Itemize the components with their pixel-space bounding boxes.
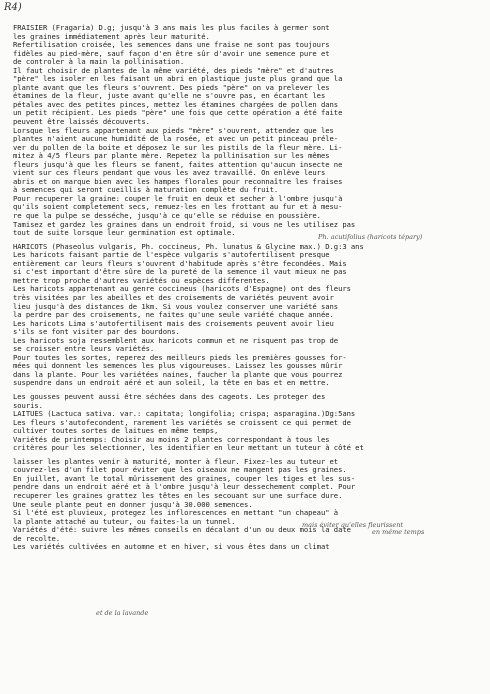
text-line: de controler à la main la pollinisation. — [13, 57, 185, 67]
text-line: Si l'été est pluvieux, protegez les inflorescences en mettant "un chapeau" à — [13, 508, 339, 518]
handwritten-note: mais éviter qu'elles fleurissent — [302, 521, 404, 529]
text-line: très visitées par les abeilles et des croisements de variétés peuvent avoir — [13, 292, 334, 302]
text-line: Les gousses peuvent aussi être séchées dans des cageots. Les proteger des — [13, 391, 326, 401]
text-line: plantes n'aient aucune humidité de la rosée, et avec un petit pinceau préle- — [13, 134, 339, 144]
text-line: abris et on marque bien avec les hampes florales pour reconnaître les fraises — [13, 176, 343, 186]
text-line: suspendre dans un endroit aéré et aun soleil, la tête en bas et en mettre. — [13, 378, 330, 388]
text-line: Les fleurs s'autofecondent, rarement les variétés se croissent ce qui permet de — [13, 417, 351, 427]
text-line: les graines immédiatement après leur maturité. — [13, 31, 210, 41]
text-line: Les haricots faisant partie de l'espèce vulgaris s'autofertilisent presque — [13, 250, 330, 260]
text-line: laisser les plantes venir à maturité, monter à fleur. Fixez-les au tuteur et — [13, 456, 339, 466]
text-line: Pour toutes les sortes, reperez des meilleurs pieds les premières gousses for- — [13, 352, 347, 362]
text-line: à semences qui seront cueillis à maturation complète du fruit. — [13, 185, 279, 195]
text-line — [13, 629, 485, 638]
text-line: Il faut choisir de plantes de la même variété, des pieds "mère" et d'autres — [13, 65, 334, 75]
handwritten-note: Ph. acutifolius (haricots tépary) — [318, 233, 423, 241]
text-line: re que la pulpe se desséche, jusqu'à ce qu'elle se réduise en poussière. — [13, 211, 321, 221]
text-line: la plante attaché au tuteur, ou faites-la un tunnel. — [13, 516, 236, 526]
text-line: mées qui donnent les semences les plus vigoureuses. Laissez les gousses mûrir — [13, 361, 343, 371]
text-line: souris. — [13, 400, 43, 410]
text-line — [13, 586, 485, 595]
text-line: un petit récipient. Les pieds "père" une fois que cette opération a été faite — [13, 108, 343, 118]
text-line: cultiver toutes sortes de laitues en même temps, — [13, 426, 219, 436]
text-line: si c'est important d'être sûre de la pureté de la semence il vaut mieux ne pas — [13, 267, 347, 277]
text-line: s'ils se font visiter par des bourdons. — [13, 327, 180, 337]
text-line: qu'ils soient completement secs, remuez-les en les frottant au fur et à mesu- — [13, 202, 343, 212]
text-line: "père" les isoler en les faisant un abri en plastique juste plus grand que la — [13, 74, 343, 84]
text-line — [13, 577, 485, 586]
text-line: peuvent être laissés découverts. — [13, 117, 150, 127]
text-line: entièrement car leurs fleurs s'ouvrent d'habitude après s'être fecondées. Mais — [13, 258, 347, 268]
text-line: Les variétés cultivées en automne et en hiver, si vous êtes dans un climat — [13, 542, 330, 552]
text-line — [13, 637, 485, 646]
text-line: Pour recuperer la graine: couper le fruit en deux et secher à l'ombre jusqu'à — [13, 193, 343, 203]
handwritten-note: en même temps — [372, 528, 425, 536]
text-line — [13, 569, 485, 578]
text-line: Variétés d'été: suivre les mêmes conseils en décalant d'un ou deux mois la date — [13, 525, 351, 535]
typed-text-body — [13, 24, 485, 646]
text-line: HARICOTS (Phaseolus vulgaris, Ph. coccineus, Ph. lunatus & Glycine max.) D.g:3 ans — [13, 241, 364, 251]
text-line: Les haricots Lima s'autofertilisent mais des croisements peuvent avoir lieu — [13, 318, 334, 328]
text-line — [13, 552, 485, 561]
text-line: mitez à 4/5 fleurs par plante mère. Repetez la pollinisation sur les mêmes — [13, 151, 330, 161]
text-line: lieu jusqu'à des distances de 1km. Si vous voulez conserver une variété sans — [13, 301, 339, 311]
text-line: En juillet, avant le total mûrissement des graines, couper les tiges et les sus- — [13, 473, 356, 483]
text-line — [13, 560, 485, 569]
text-line — [13, 595, 485, 604]
text-line: Tamisez et gardez les graines dans un endroit froid, si vous ne les utilisez pas — [13, 219, 356, 229]
text-line: fleurs jusqu'à que les fleurs se fanent, faites attention qu'aucun insecte ne — [13, 159, 343, 169]
text-line: mettre trop proche d'autres variétés ou espèces differentes. — [13, 275, 270, 285]
text-line: étamines de la fleur, juste avant qu'elle ne s'ouvre pas, en écartant les — [13, 91, 326, 101]
text-line — [13, 612, 485, 621]
page-number-annotation: R4) — [4, 2, 22, 13]
text-line: pétales avec des petites pinces, mettez les étamines chargées de pollen dans — [13, 99, 339, 109]
text-line: Variétés de printemps: Choisir au moins 2 plantes correspondant à tous les — [13, 434, 330, 444]
text-line: Lorsque les fleurs appartenant aux pieds "mère" s'ouvrent, attendez que les — [13, 125, 334, 135]
text-line: Une seule plante peut en donner jusqu'à 30.000 semences. — [13, 499, 253, 509]
text-line: critères pour les selectionner, les identifier en leur mettant un tuteur à côté et — [13, 443, 364, 453]
text-line: Les haricots soja ressemblent aux haricots commun et ne risquent pas trop de — [13, 335, 339, 345]
text-line: fidèles au pied-mère, sauf façon d'en être sûr d'avoir une semence pure et — [13, 48, 330, 58]
handwritten-note: et de la lavande — [96, 609, 149, 617]
text-line: LAITUES (Lactuca sativa. var.: capitata; longifolia; crispa; asparagina.)Dg:5ans — [13, 409, 356, 419]
text-line: Les haricots appartenant au genre coccineus (haricots d'Espagne) ont des fleurs — [13, 284, 351, 294]
text-line: pendre dans un endroit aéré et à l'ombre jusqu'à leur dessechement complet. Pour — [13, 482, 356, 492]
text-line: de recolte. — [13, 533, 61, 543]
text-line: Refertilisation croisée, les semences dans une fraise ne sont pas toujours — [13, 40, 330, 50]
text-line: plante avant que les fleurs s'ouvrent. Des pieds "père" on va prelever les — [13, 82, 330, 92]
text-line: couvrez-les d'un filet pour éviter que les oiseaux ne mangent pas les graines. — [13, 465, 347, 475]
text-line: FRAISIER (Fragaria) D.g; jusqu'à 3 ans mais les plus faciles à germer sont — [13, 23, 330, 32]
text-line: ver du pollen de la boite et déposez le sur les pistils de la fleur mère. Li- — [13, 142, 343, 152]
text-line: se croisser entre leurs variétés. — [13, 344, 155, 354]
text-line: tout de suite lorsque leur germination est optimale. — [13, 228, 236, 238]
text-line: dans la plante. Pour les variétées naines, faucher la plante que vous pourrez — [13, 369, 343, 379]
text-line: la perdre par des croisements, ne faites qu'une seule variété chaque année. — [13, 310, 334, 320]
text-line — [13, 603, 485, 612]
text-line — [13, 620, 485, 629]
text-line: recuperer les graines grattez les têtes en les secouant sur une surface dure. — [13, 490, 343, 500]
text-line: vient sur ces fleurs pendant que vous les avez travaillé. On enlève leurs — [13, 168, 326, 178]
